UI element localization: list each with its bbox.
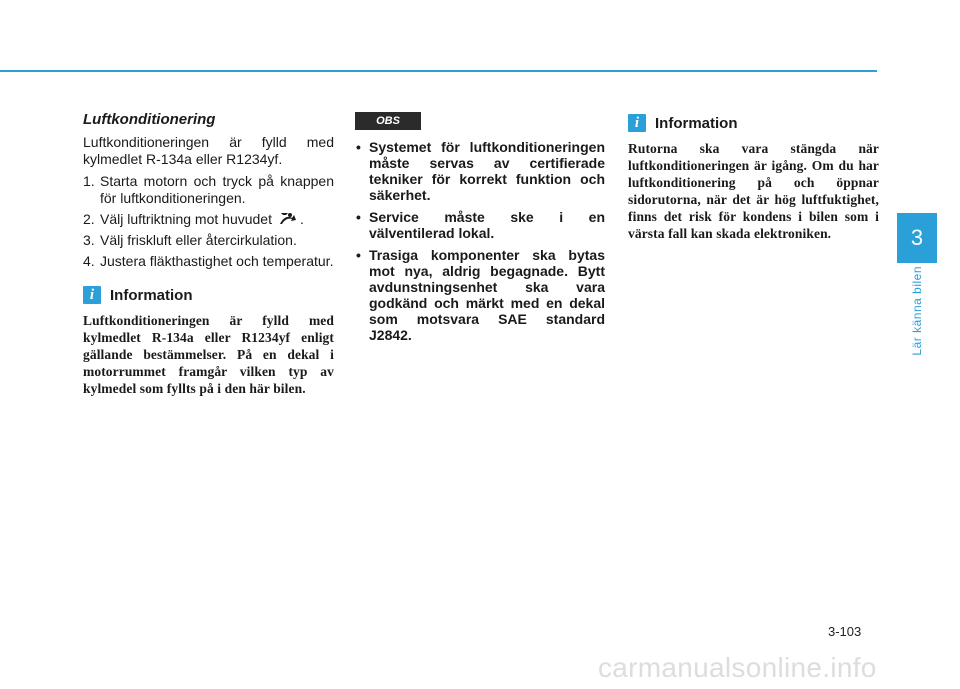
intro-paragraph: Luftkonditioneringen är fylld med kylmedlet R-134a eller R1234yf. [83, 134, 334, 167]
chapter-number: 3 [910, 225, 924, 250]
step-number: 4. [83, 253, 95, 269]
obs-badge: OBS [355, 112, 421, 130]
column-middle [355, 108, 605, 349]
column-right [628, 108, 879, 242]
column-left [83, 108, 334, 397]
page-number: 3-103 [828, 624, 862, 639]
obs-bullet-list [355, 139, 605, 343]
info-icon: i [628, 114, 646, 132]
step-item [83, 211, 334, 228]
info-text: Rutorna ska vara stängda när luftkonditioneringen är igång. Om du har luftkonditionering på och öppnar sidorutorna, när det är hög luftfuktighet, finns det risk för kondens i bilen som i värsta fall kan skada elektroniken. [628, 141, 879, 241]
step-text: Starta motorn och tryck på knappen för luftkonditioneringen. [100, 173, 334, 206]
face-vent-icon [278, 212, 298, 226]
info-icon: i [83, 286, 101, 304]
watermark: carmanualsonline.info [598, 652, 877, 683]
info-title: Information [655, 114, 738, 132]
obs-bullet-item: • Systemet för luftkonditioneringen måste servas av certifierade tekniker för korrekt funktion och säkerhet. [355, 139, 605, 203]
info-header [83, 286, 334, 304]
chapter-tab [897, 213, 937, 263]
step-number: 1. [83, 173, 95, 189]
chapter-label: Lär känna bilen [910, 266, 924, 356]
step-item [83, 232, 334, 249]
obs-bullet-item: • Service måste ske i en välventilerad lokal. [355, 209, 605, 241]
info-text: Luftkonditioneringen är fylld med kylmedlet R-134a eller R1234yf enligt gällande bestämmelser. På en dekal i motorrummet framgår vilken typ av kylmedel som fyllts på i den här bilen. [83, 313, 334, 396]
obs-bullet-item: • Trasiga komponenter ska bytas mot nya, aldrig begagnade. Bytt avdunstningsenhet ska vara godkänd och märkt med en dekal som motsvara SAE standard J2842. [355, 247, 605, 343]
step-suffix: . [299, 211, 304, 227]
top-rule [0, 70, 877, 72]
step-text: Välj friskluft eller återcirkulation. [100, 232, 297, 248]
info-header [628, 114, 879, 132]
step-text: Välj luftriktning mot huvudet [100, 211, 272, 227]
step-item [83, 173, 334, 207]
info-title: Information [110, 286, 193, 304]
step-number: 2. [83, 211, 95, 227]
step-number: 3. [83, 232, 95, 248]
section-heading: Luftkonditionering [83, 111, 216, 128]
step-item [83, 253, 334, 270]
steps-list [83, 173, 334, 270]
step-text: Justera fläkthastighet och temperatur. [100, 253, 334, 269]
chapter-side-label [902, 266, 932, 366]
